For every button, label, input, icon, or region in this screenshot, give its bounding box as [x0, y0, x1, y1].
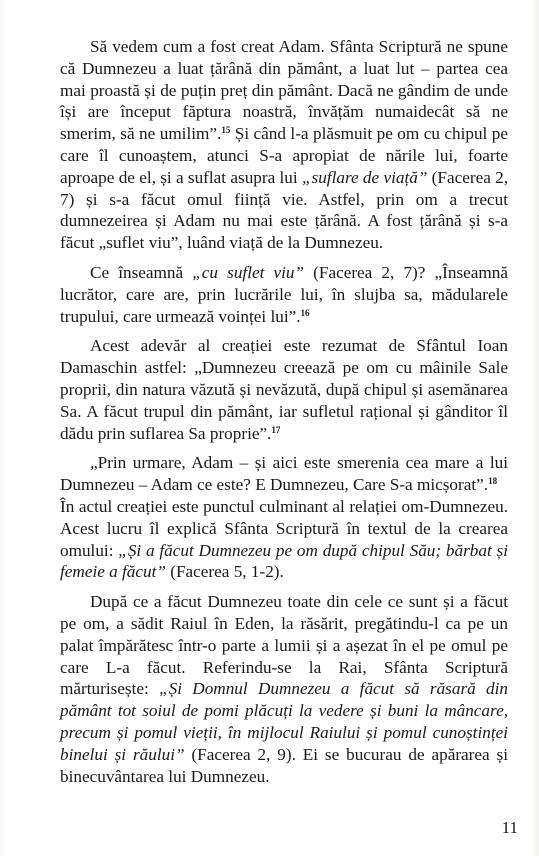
paragraph — [60, 496, 508, 583]
text-run: (Facerea 2, 7) și s-a făcut omul ființă vie. Astfel, prin om a trecut dumnezeirea și Adam nu mai este țărână. A fost țărână și s-a făcut „suflet viu”, luând viață de la Dumnezeu. — [60, 167, 509, 253]
text-run: Să vedem cum a fost creat Adam. Sfânta Scriptură ne spune că Dumnezeu a luat țărână din pământ, a luat lut – partea cea mai proastă și de puțin preț din pământ. Dacă ne gândim de unde își are început făptura noastră, învățăm numaidecât să ne smerim, să ne umilim”. — [60, 37, 508, 144]
text-run: Acest adevăr al creației este rezumat de Sfântul Ioan Damaschin astfel: „Dumnezeu creează pe om cu mâinile Sale proprii, din natura văzută și nevăzută, după chipul și asemănarea Sa. A făcut trupul din pământ, iar sufletul rațional și gânditor îl dădu prin suflarea Sa proprie”. — [60, 336, 508, 443]
text-run: În actul creației este punctul culminant al relației om-Dumnezeu. Acest lucru îl explică Sfânta Scriptură în textul de la crearea omului: — [60, 496, 508, 560]
text-run: Și când l-a plăsmuit pe om cu chipul pe care îl cunoaștem, atunci S-a apropiat de nările lui, foarte aproape de el, și a suflat asupra lui — [60, 124, 508, 187]
text-run: (Facerea 5, 1-2). — [165, 562, 284, 582]
footnote-marker: 17 — [271, 424, 281, 435]
scripture-quote: „Și Domnul Dumnezeu a făcut să răsară din pământ tot soiul de pomi plăcuți la vedere și buni la mâncare, precum și pomul vieții, în mijlocul Raiului și pomul cunoștinței binelui și răului” — [60, 679, 508, 764]
scripture-quote: „cu suflet viu” — [192, 262, 305, 282]
footnote-marker: 15 — [221, 125, 231, 136]
page-number: 11 — [501, 818, 518, 837]
paragraph — [60, 262, 508, 327]
footnote-marker: 16 — [300, 307, 310, 318]
text-run: După ce a făcut Dumnezeu toate din cele ce sunt și a făcut pe om, a sădit Raiul în Eden, la răsărit, pregătindu-l ca pe un palat împărătesc într-o parte a lumii și a așezat în el pe omul pe care L-a făcut. Referindu-se la Rai, Sfânta Scriptură mărturisește: — [60, 592, 508, 699]
text-run: „Prin urmare, Adam – și aici este smerenia cea mare a lui Dumnezeu – Adam ce este? E Dumnezeu, Care S-a micșorat”. — [60, 453, 508, 495]
paragraph — [60, 335, 508, 444]
body-text — [60, 36, 508, 795]
scripture-quote: „Și a făcut Dumnezeu pe om după chipul Său; bărbat și femeie a făcut” — [60, 540, 509, 582]
text-run: (Facerea 2, 9). Ei se bucurau de apărarea și binecuvântarea lui Dumnezeu. — [60, 744, 508, 786]
scripture-quote: „suflare de viață” — [301, 167, 428, 187]
paragraph — [60, 36, 508, 254]
paragraph — [60, 452, 508, 496]
paragraph — [60, 591, 508, 787]
text-run: Ce înseamnă — [90, 262, 193, 282]
footnote-marker: 18 — [488, 476, 498, 487]
text-run: (Facerea 2, 7)? „Înseamnă lucrător, care are, prin lucrările lui, în slujba sa, mădularele trupului, care urmează voinței lui”. — [60, 262, 508, 326]
